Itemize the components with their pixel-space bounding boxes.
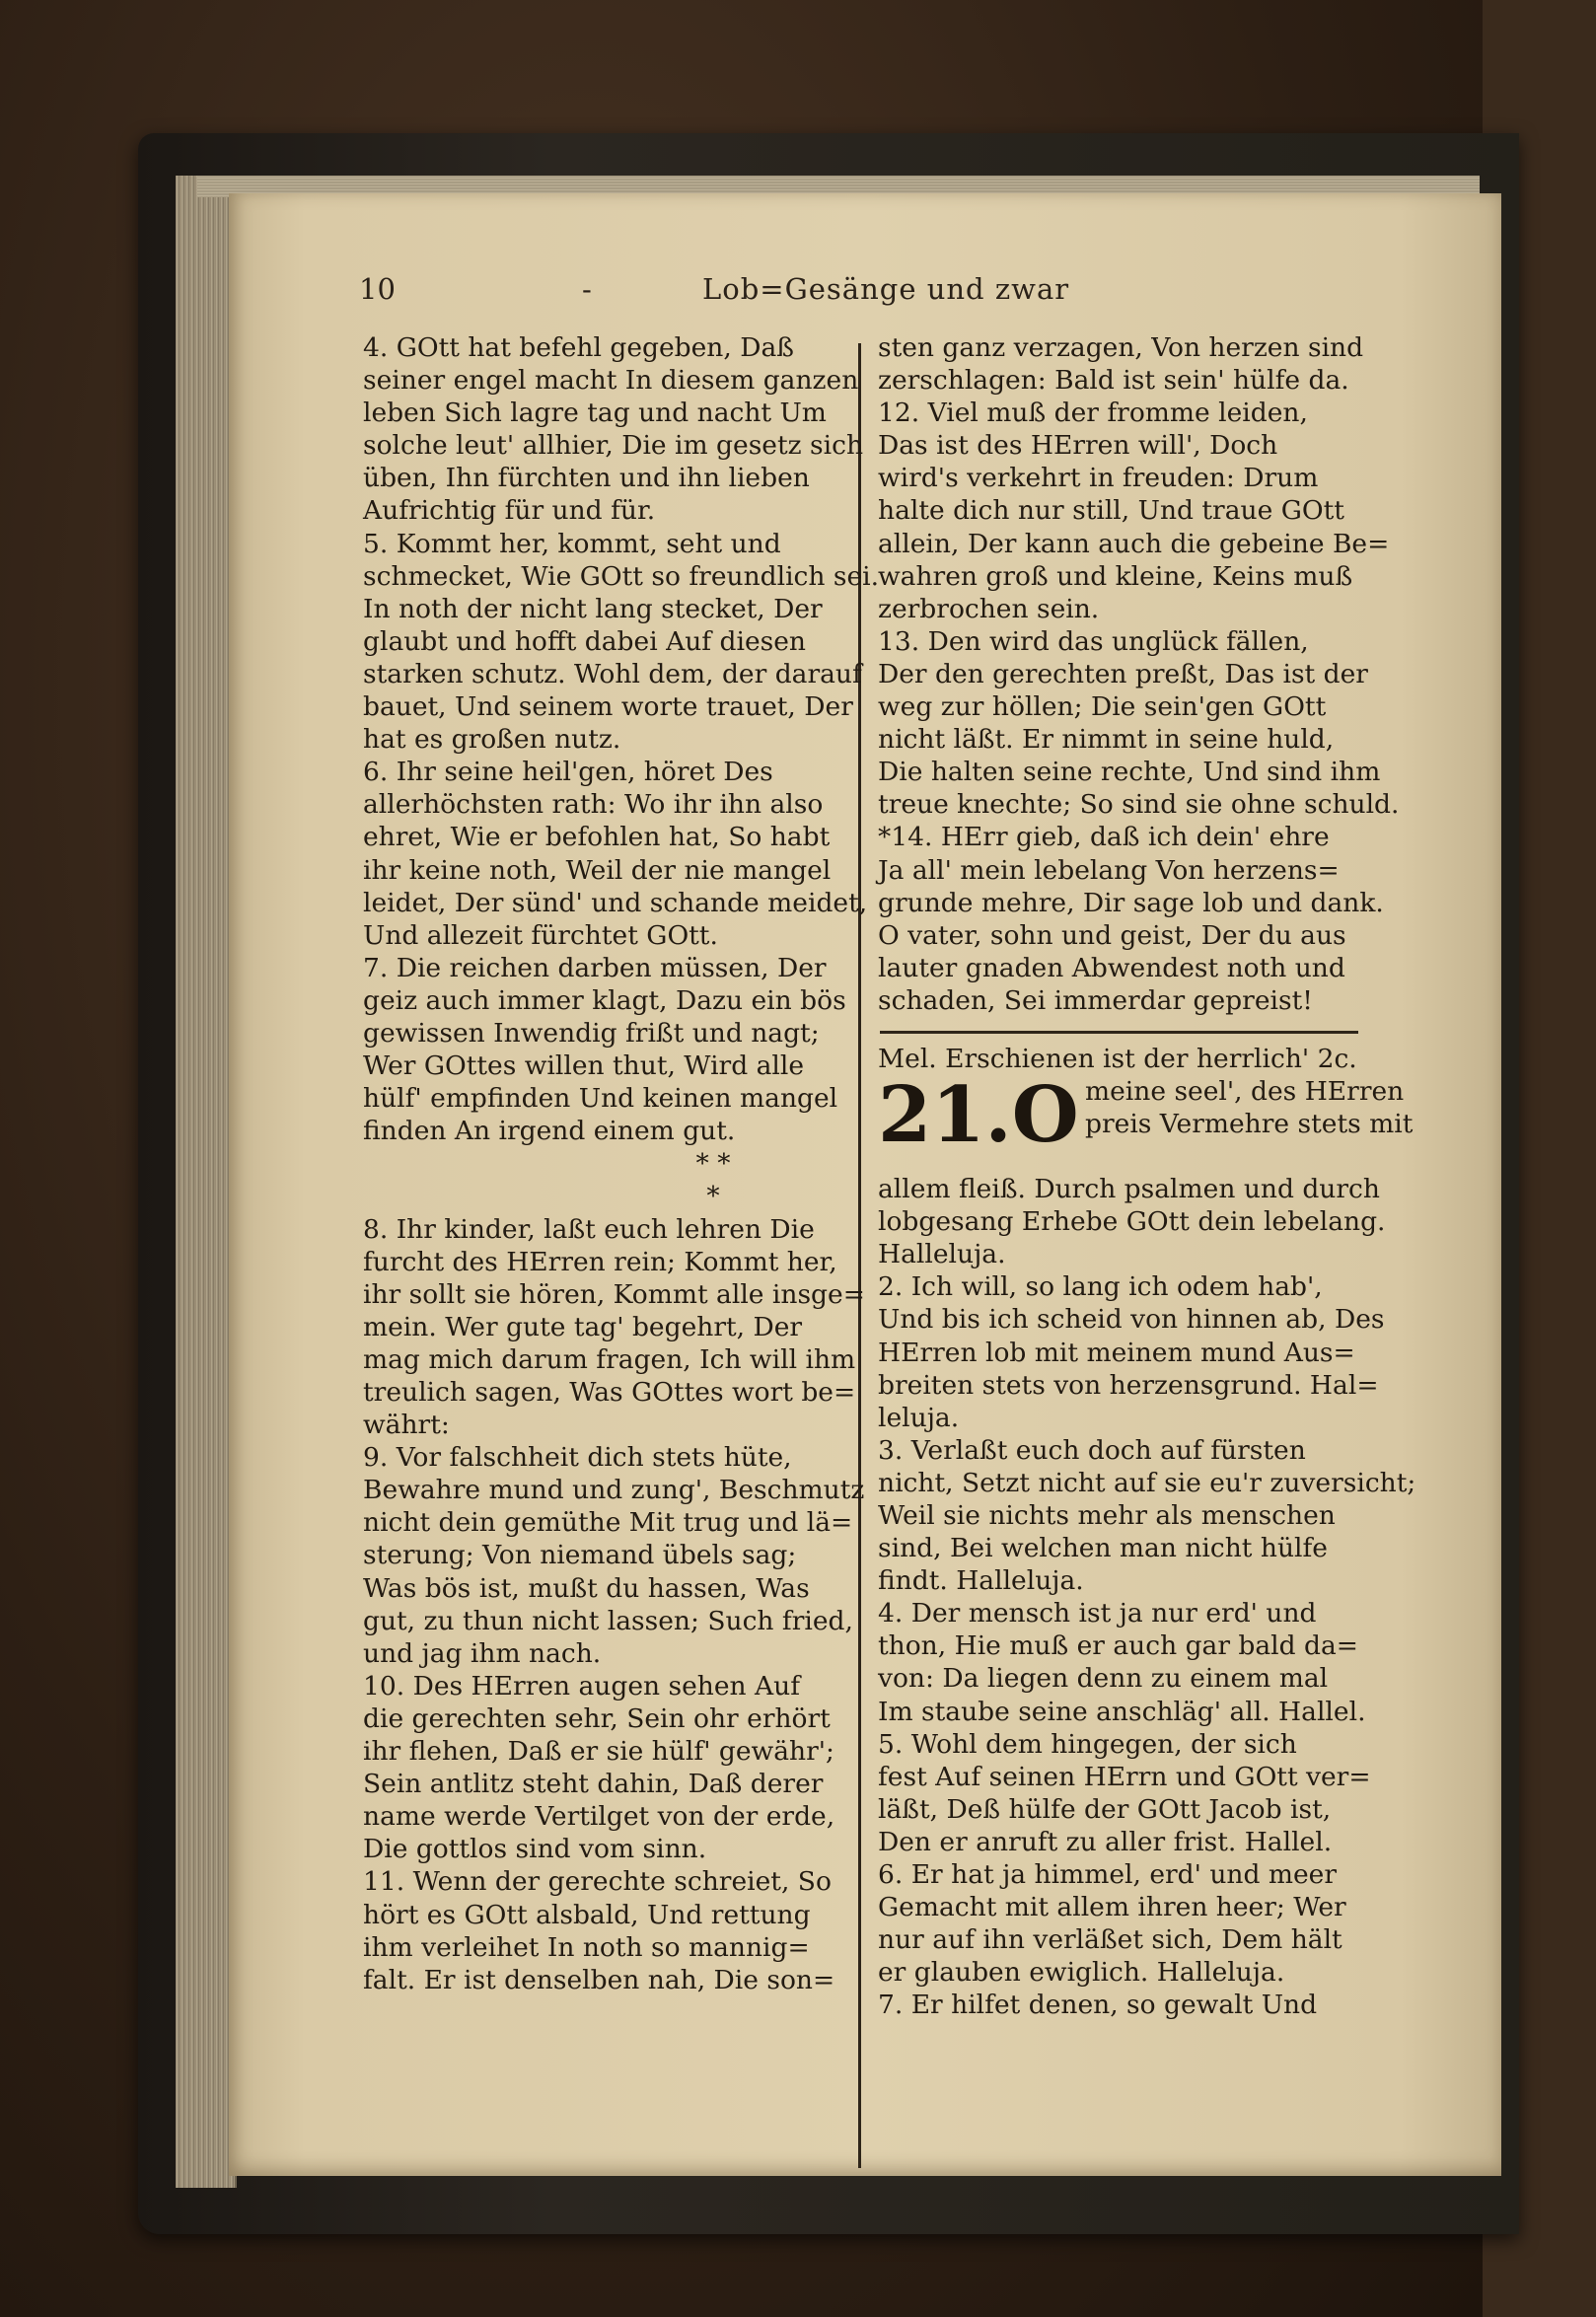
text-line: meine seel', des HErren xyxy=(1085,1076,1405,1108)
text-line: ihr flehen, Daß er sie hülf' gewähr'; xyxy=(363,1736,834,1768)
hymn-separator-rule xyxy=(880,1031,1358,1034)
running-head: Lob=Gesänge und zwar xyxy=(702,272,1070,306)
text-line: gut, zu thun nicht lassen; Such fried, xyxy=(363,1605,853,1636)
text-line: er glauben ewiglich. Halleluja. xyxy=(878,1957,1285,1989)
text-line: falt. Er ist denselben nah, Die son= xyxy=(363,1964,835,1995)
text-line: *14. HErr gieb, daß ich dein' ehre xyxy=(878,822,1330,853)
melody-line: Mel. Erschienen ist der herrlich' 2c. xyxy=(878,1043,1357,1074)
text-line: nicht läßt. Er nimmt in seine huld, xyxy=(878,724,1335,756)
text-line: O vater, sohn und geist, Der du aus xyxy=(878,919,1346,951)
text-line: Weil sie nichts mehr als menschen xyxy=(878,1500,1336,1531)
text-line: lauter gnaden Abwendest noth und xyxy=(878,952,1345,983)
text-line: furcht des HErren rein; Kommt her, xyxy=(363,1246,837,1277)
text-line: allerhöchsten rath: Wo ihr ihn also xyxy=(363,789,824,821)
text-line: Aufrichtig für und für. xyxy=(363,495,656,527)
text-line: Ja all' mein lebelang Von herzens= xyxy=(878,854,1340,886)
hymn-start xyxy=(878,1070,1414,1173)
text-line: grunde mehre, Dir sage lob und dank. xyxy=(878,887,1384,918)
text-line: währt: xyxy=(363,1410,450,1441)
text-line: weg zur höllen; Die sein'gen GOtt xyxy=(878,691,1327,723)
text-line: Was bös ist, mußt du hassen, Was xyxy=(363,1572,810,1604)
header-dot: - xyxy=(582,272,592,306)
text-line: HErren lob mit meinem mund Aus= xyxy=(878,1337,1355,1368)
text-line: name werde Vertilget von der erde, xyxy=(363,1801,835,1833)
text-line: treulich sagen, Was GOttes wort be= xyxy=(363,1377,856,1408)
text-line: nicht, Setzt nicht auf sie eu'r zuversicht; xyxy=(878,1467,1416,1498)
text-line: 4. Der mensch ist ja nur erd' und xyxy=(878,1598,1317,1629)
text-line: allem fleiß. Durch psalmen und durch xyxy=(878,1174,1380,1205)
text-line: lobgesang Erhebe GOtt dein lebelang. xyxy=(878,1206,1386,1238)
text-line: von: Da liegen denn zu einem mal xyxy=(878,1663,1329,1695)
text-line: die gerechten sehr, Sein ohr erhört xyxy=(363,1702,831,1734)
text-line: thon, Hie muß er auch gar bald da= xyxy=(878,1630,1359,1662)
text-line: In noth der nicht lang stecket, Der xyxy=(363,593,823,624)
text-line: läßt, Deß hülfe der GOtt Jacob ist, xyxy=(878,1793,1332,1825)
text-line: wahren groß und kleine, Keins muß xyxy=(878,560,1353,592)
text-line: findt. Halleluja. xyxy=(878,1565,1084,1597)
text-line: ihr sollt sie hören, Kommt alle insge= xyxy=(363,1278,865,1310)
text-line: fest Auf seinen HErrn und GOtt ver= xyxy=(878,1761,1371,1792)
text-line: nicht dein gemüthe Mit trug und lä= xyxy=(363,1507,853,1539)
text-line: leluja. xyxy=(878,1402,960,1433)
text-line: 3. Verlaßt euch doch auf fürsten xyxy=(878,1434,1306,1466)
text-line: Den er anruft zu aller frist. Hallel. xyxy=(878,1826,1333,1857)
text-line: Wer GOttes willen thut, Wird alle xyxy=(363,1050,805,1082)
text-line: wird's verkehrt in freuden: Drum xyxy=(878,463,1319,494)
page-number: 10 xyxy=(359,272,396,306)
text-line: 13. Den wird das unglück fällen, xyxy=(878,625,1309,657)
text-line: ehret, Wie er befohlen hat, So habt xyxy=(363,822,831,853)
text-line: ihr keine noth, Weil der nie mangel xyxy=(363,854,832,886)
text-line: schmecket, Wie GOtt so freundlich sei. xyxy=(363,560,880,592)
text-line: 7. Die reichen darben müssen, Der xyxy=(363,952,827,983)
text-line: hülf' empfinden Und keinen mangel xyxy=(363,1083,838,1115)
text-line: Sein antlitz steht dahin, Daß derer xyxy=(363,1769,824,1800)
page-edges xyxy=(176,176,237,2188)
text-line: 7. Er hilfet denen, so gewalt Und xyxy=(878,1990,1318,2021)
drop-letter: O xyxy=(1011,1070,1079,1161)
text-line: starken schutz. Wohl dem, der darauf xyxy=(363,658,862,689)
text-line: Bewahre mund und zung', Beschmutz xyxy=(363,1475,865,1506)
text-line: Der den gerechten preßt, Das ist der xyxy=(878,658,1368,689)
right-column xyxy=(878,331,1596,2022)
text-line: 10. Des HErren augen sehen Auf xyxy=(363,1670,801,1702)
text-line: schaden, Sei immerdar gepreist! xyxy=(878,984,1313,1016)
text-line: * * xyxy=(695,1148,731,1180)
text-line: leben Sich lagre tag und nacht Um xyxy=(363,398,827,429)
text-line: Und bis ich scheid von hinnen ab, Des xyxy=(878,1304,1385,1336)
text-line: * xyxy=(706,1181,720,1212)
text-line: 11. Wenn der gerechte schreiet, So xyxy=(363,1866,832,1898)
text-line: 6. Ihr seine heil'gen, höret Des xyxy=(363,757,773,788)
text-line: Halleluja. xyxy=(878,1239,1006,1270)
text-line: hört es GOtt alsbald, Und rettung xyxy=(363,1899,811,1930)
text-line: Die gottlos sind vom sinn. xyxy=(363,1834,707,1865)
text-line: 6. Er hat ja himmel, erd' und meer xyxy=(878,1859,1338,1891)
text-line: sten ganz verzagen, Von herzen sind xyxy=(878,332,1364,363)
text-line: nur auf ihn verläßet sich, Dem hält xyxy=(878,1924,1342,1956)
right-column-top xyxy=(878,331,1400,1017)
text-line: seiner engel macht In diesem ganzen xyxy=(363,365,859,397)
text-line: treue knechte; So sind sie ohne schuld. xyxy=(878,789,1400,821)
text-line: breiten stets von herzensgrund. Hal= xyxy=(878,1369,1379,1401)
text-line: üben, Ihn fürchten und ihn lieben xyxy=(363,463,810,494)
text-line: geiz auch immer klagt, Dazu ein bös xyxy=(363,984,846,1016)
text-line: 12. Viel muß der fromme leiden, xyxy=(878,398,1308,429)
text-line: Gemacht mit allem ihren heer; Wer xyxy=(878,1892,1346,1923)
text-line: sind, Bei welchen man nicht hülfe xyxy=(878,1533,1328,1564)
text-line: Im staube seine anschläg' all. Hallel. xyxy=(878,1696,1366,1727)
text-line: leidet, Der sünd' und schande meidet, xyxy=(363,887,868,918)
text-line: Das ist des HErren will', Doch xyxy=(878,430,1278,462)
text-line: halte dich nur still, Und traue GOtt xyxy=(878,495,1344,527)
text-line: 2. Ich will, so lang ich odem hab', xyxy=(878,1271,1323,1303)
text-line: glaubt und hofft dabei Auf diesen xyxy=(363,625,806,657)
text-line: mein. Wer gute tag' begehrt, Der xyxy=(363,1311,803,1342)
text-line: zerbrochen sein. xyxy=(878,593,1100,624)
text-line: solche leut' allhier, Die im gesetz sich xyxy=(363,430,864,462)
text-line: mag mich darum fragen, Ich will ihm xyxy=(363,1343,856,1375)
text-line: 4. GOtt hat befehl gegeben, Daß xyxy=(363,332,794,363)
hymn-first-lines xyxy=(1085,1075,1413,1140)
text-line: ihm verleihet In noth so mannig= xyxy=(363,1931,810,1963)
text-line: finden An irgend einem gut. xyxy=(363,1116,736,1147)
right-column-bottom xyxy=(878,1173,1416,2021)
text-line: 8. Ihr kinder, laßt euch lehren Die xyxy=(363,1213,815,1245)
text-line: und jag ihm nach. xyxy=(363,1637,602,1669)
text-line: 9. Vor falschheit dich stets hüte, xyxy=(363,1442,792,1474)
text-line: 5. Kommt her, kommt, seht und xyxy=(363,528,781,559)
text-line: allein, Der kann auch die gebeine Be= xyxy=(878,528,1390,559)
text-line: gewissen Inwendig frißt und nagt; xyxy=(363,1017,820,1049)
text-line: Die halten seine rechte, Und sind ihm xyxy=(878,757,1381,788)
text-line: bauet, Und seinem worte trauet, Der xyxy=(363,691,853,723)
text-line: preis Vermehre stets mit xyxy=(1085,1109,1414,1140)
hymn-number: 21.O xyxy=(878,1070,1079,1161)
text-line: Und allezeit fürchtet GOtt. xyxy=(363,919,718,951)
text-line: hat es großen nutz. xyxy=(363,724,621,756)
text-line: zerschlagen: Bald ist sein' hülfe da. xyxy=(878,365,1349,397)
text-line: sterung; Von niemand übels sag; xyxy=(363,1540,797,1571)
text-line: 5. Wohl dem hingegen, der sich xyxy=(878,1728,1297,1760)
book-page xyxy=(229,193,1501,2176)
hymn-separator-space xyxy=(878,1017,1596,1043)
